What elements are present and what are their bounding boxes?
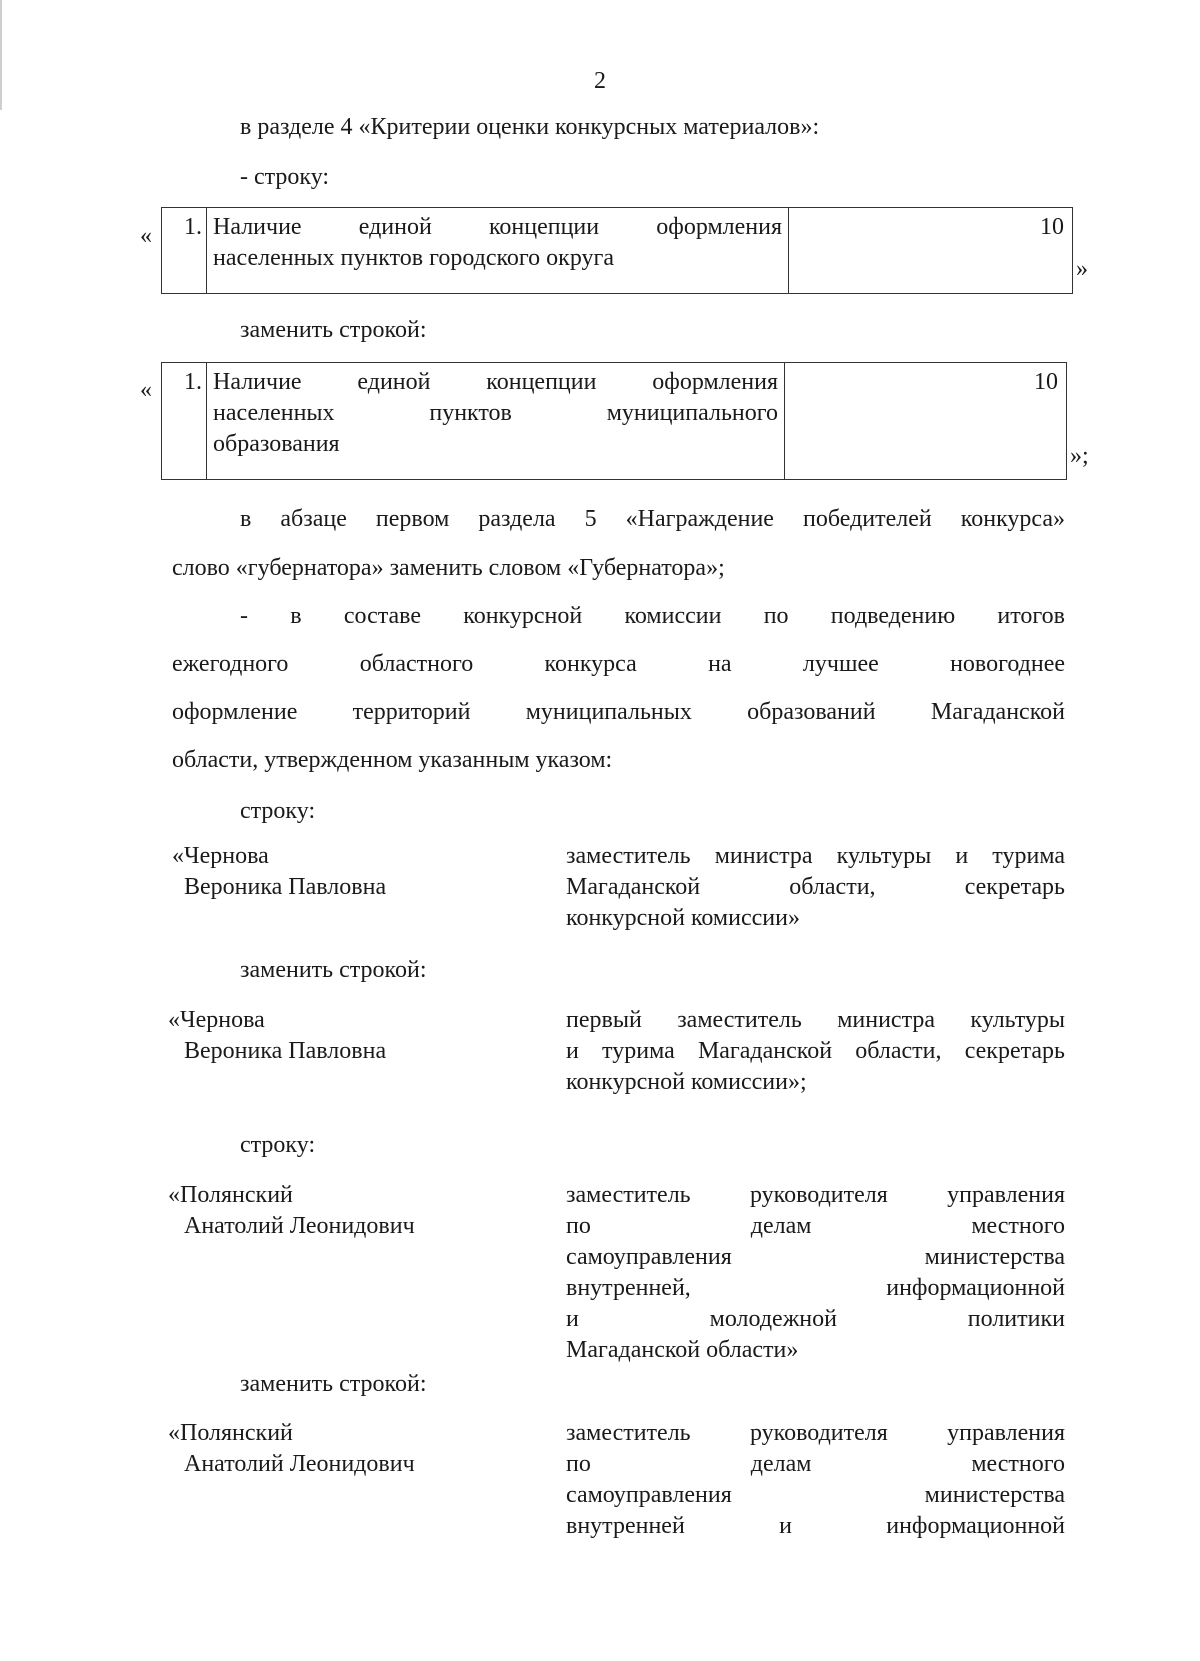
person-surname: Полянский <box>180 1420 293 1446</box>
person-surname: Чернова <box>184 843 269 869</box>
entry-label: заменить строкой: <box>240 957 427 983</box>
commission-paragraph-line: ежегодного областного конкурса на лучшее новогоднее <box>172 651 1065 677</box>
criteria-table-old <box>161 207 1073 294</box>
section4-heading: в разделе 4 «Критерии оценки конкурсных материалов»: <box>240 114 820 140</box>
role-line: заместитель министра культуры и турима <box>566 843 1065 869</box>
section5-paragraph-line: слово «губернатора» заменить словом «Губернатора»; <box>172 555 725 581</box>
table-old-open-quote: « <box>140 223 152 249</box>
table-new-num: 1. <box>162 363 207 480</box>
role-line: самоуправления министерства <box>566 1244 1065 1270</box>
entry-label: строку: <box>240 798 316 824</box>
table-new-open-quote: « <box>140 377 152 403</box>
role-line: заместитель руководителя управления <box>566 1182 1065 1208</box>
person-name <box>168 1180 415 1242</box>
table-new-close-quote: »; <box>1070 443 1089 469</box>
role-line: самоуправления министерства <box>566 1482 1065 1508</box>
person-given-names: Анатолий Леонидович <box>184 1451 415 1477</box>
role-line: и молодежной политики <box>566 1306 1065 1332</box>
person-surname: Чернова <box>180 1007 265 1033</box>
quote-mark: « <box>168 1420 180 1446</box>
table-old-desc-line: населенных пунктов городского округа <box>213 245 615 271</box>
table-new-desc-line: образования <box>213 431 340 457</box>
table-new-description <box>207 363 785 480</box>
table-old-score: 10 <box>789 208 1073 294</box>
role-line: по делам местного <box>566 1213 1065 1239</box>
page-number: 2 <box>594 68 606 94</box>
line-label: - строку: <box>240 164 330 190</box>
commission-paragraph-line: - в составе конкурсной комиссии по подведению итогов <box>240 603 1065 629</box>
section5-paragraph-line: в абзаце первом раздела 5 «Награждение победителей конкурса» <box>240 506 1065 532</box>
person-name <box>168 1418 415 1480</box>
role-line: Магаданской области, секретарь <box>566 874 1065 900</box>
criteria-table-new <box>161 362 1067 480</box>
table-new-desc-line: Наличие единой концепции оформления <box>213 369 778 395</box>
table-old-num: 1. <box>162 208 207 294</box>
role-line: внутренней и информационной <box>566 1513 1065 1539</box>
role-line: конкурсной комиссии» <box>566 905 800 931</box>
quote-mark: « <box>168 1182 180 1208</box>
commission-paragraph-line: оформление территорий муниципальных образований Магаданской <box>172 699 1065 725</box>
role-line: по делам местного <box>566 1451 1065 1477</box>
role-line: и турима Магаданской области, секретарь <box>566 1038 1065 1064</box>
commission-paragraph-line: области, утвержденном указанным указом: <box>172 747 613 773</box>
person-given-names: Вероника Павловна <box>184 1038 387 1064</box>
quote-mark: « <box>168 1007 180 1033</box>
table-new-score: 10 <box>785 363 1067 480</box>
person-role <box>566 841 1065 934</box>
role-line: Магаданской области» <box>566 1337 799 1363</box>
person-surname: Полянский <box>180 1182 293 1208</box>
person-role <box>566 1418 1065 1542</box>
person-role <box>566 1005 1065 1098</box>
role-line: первый заместитель министра культуры <box>566 1007 1065 1033</box>
person-given-names: Вероника Павловна <box>184 874 387 900</box>
person-name <box>172 841 386 903</box>
role-line: внутренней, информационной <box>566 1275 1065 1301</box>
entry-label: строку: <box>240 1132 316 1158</box>
table-old-desc-line: Наличие единой концепции оформления <box>213 214 782 240</box>
entry-label: заменить строкой: <box>240 1371 427 1397</box>
table-new-desc-line: населенных пунктов муниципального <box>213 400 778 426</box>
replace-label: заменить строкой: <box>240 317 427 343</box>
role-line: конкурсной комиссии»; <box>566 1069 807 1095</box>
quote-mark: « <box>172 843 184 869</box>
table-old-close-quote: » <box>1076 256 1088 282</box>
role-line: заместитель руководителя управления <box>566 1420 1065 1446</box>
person-name <box>168 1005 386 1067</box>
person-role <box>566 1180 1065 1366</box>
person-given-names: Анатолий Леонидович <box>184 1213 415 1239</box>
table-old-description <box>207 208 789 294</box>
